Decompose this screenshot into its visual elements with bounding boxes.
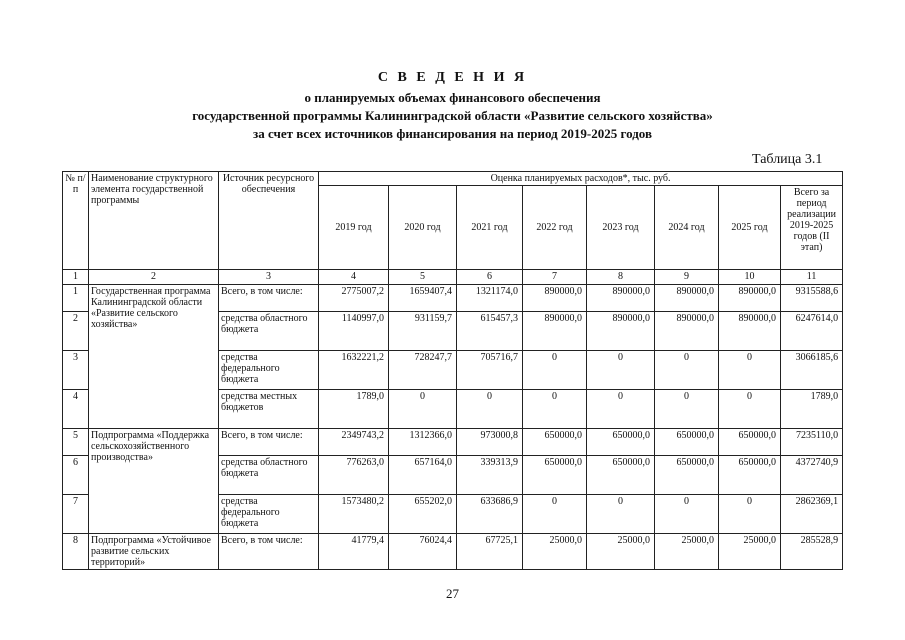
col-number: 8 [587,270,655,285]
doc-title: С В Е Д Е Н И Я [377,70,528,85]
table-row [63,534,843,570]
table-label: Таблица 3.1 [752,152,823,167]
col-number: 5 [389,270,457,285]
col-header-year: 2020 год [389,186,457,270]
col-header-source: Источник ресурсного обеспечения [219,172,319,270]
element-name: Подпрограмма «Устойчивое развитие сельских территорий» [89,534,219,570]
year-value: 67725,1 [457,534,523,570]
total-value: 3066185,6 [781,351,843,390]
year-value: 2349743,2 [319,429,389,456]
year-value: 0 [523,495,587,534]
year-value: 650000,0 [655,456,719,495]
year-value: 890000,0 [719,285,781,312]
col-header-year: 2023 год [587,186,655,270]
col-number: 6 [457,270,523,285]
year-value: 776263,0 [319,456,389,495]
table-row [63,285,843,312]
col-header-year: 2019 год [319,186,389,270]
doc-subtitle-line2: государственной программы Калининградской области «Развитие сельского хозяйства» [192,108,713,123]
col-header-year: 2024 год [655,186,719,270]
col-header-year: 2025 год [719,186,781,270]
year-value: 650000,0 [523,456,587,495]
year-value: 931159,7 [389,312,457,351]
total-value: 7235110,0 [781,429,843,456]
col-header-total: Всего за период реализации 2019-2025 годов (II этап) [781,186,843,270]
col-header-num: № п/п [63,172,89,270]
element-name: Подпрограмма «Поддержка сельскохозяйственного производства» [89,429,219,534]
col-number: 1 [63,270,89,285]
doc-subtitle-line3: за счет всех источников финансирования на период 2019-2025 годов [253,126,652,141]
year-value: 615457,3 [457,312,523,351]
year-value: 1659407,4 [389,285,457,312]
year-value: 76024,4 [389,534,457,570]
year-value: 650000,0 [587,456,655,495]
year-value: 1140997,0 [319,312,389,351]
year-value: 0 [655,495,719,534]
year-value: 890000,0 [523,312,587,351]
col-header-estimate: Оценка планируемых расходов*, тыс. руб. [319,172,843,186]
year-value: 0 [587,351,655,390]
funding-source: средства областного бюджета [219,312,319,351]
table-row [63,429,843,456]
year-value: 650000,0 [523,429,587,456]
year-value: 1312366,0 [389,429,457,456]
year-value: 25000,0 [587,534,655,570]
year-value: 0 [587,495,655,534]
year-value: 0 [719,390,781,429]
doc-subtitle-line1: о планируемых объемах финансового обеспечения [304,90,601,105]
year-value: 890000,0 [587,312,655,351]
year-value: 655202,0 [389,495,457,534]
total-value: 2862369,1 [781,495,843,534]
year-value: 705716,7 [457,351,523,390]
year-value: 0 [389,390,457,429]
col-header-year: 2022 год [523,186,587,270]
year-value: 890000,0 [655,312,719,351]
year-value: 633686,9 [457,495,523,534]
total-value: 1789,0 [781,390,843,429]
column-number-row [63,270,843,285]
col-number: 10 [719,270,781,285]
funding-table [62,171,843,570]
total-value: 4372740,9 [781,456,843,495]
funding-source: средства федерального бюджета [219,351,319,390]
total-value: 6247614,0 [781,312,843,351]
year-value: 657164,0 [389,456,457,495]
total-value: 9315588,6 [781,285,843,312]
year-value: 0 [719,495,781,534]
year-value: 41779,4 [319,534,389,570]
year-value: 890000,0 [587,285,655,312]
year-value: 0 [523,390,587,429]
year-value: 0 [719,351,781,390]
col-header-name: Наименование структурного элемента государственной программы [89,172,219,270]
year-value: 650000,0 [719,456,781,495]
col-number: 11 [781,270,843,285]
row-number: 4 [63,390,89,429]
year-value: 339313,9 [457,456,523,495]
col-number: 2 [89,270,219,285]
row-number: 1 [63,285,89,312]
year-value: 650000,0 [655,429,719,456]
year-value: 0 [457,390,523,429]
header-row-1 [63,172,843,186]
row-number: 8 [63,534,89,570]
total-value: 285528,9 [781,534,843,570]
year-value: 650000,0 [587,429,655,456]
funding-source: средства федерального бюджета [219,495,319,534]
year-value: 2775007,2 [319,285,389,312]
year-value: 0 [523,351,587,390]
year-value: 890000,0 [655,285,719,312]
row-number: 5 [63,429,89,456]
funding-source: Всего, в том числе: [219,285,319,312]
year-value: 0 [655,390,719,429]
row-number: 6 [63,456,89,495]
col-number: 9 [655,270,719,285]
row-number: 2 [63,312,89,351]
year-value: 0 [587,390,655,429]
year-value: 1789,0 [319,390,389,429]
col-header-year: 2021 год [457,186,523,270]
year-value: 25000,0 [655,534,719,570]
page-number: 27 [446,586,459,601]
col-number: 3 [219,270,319,285]
row-number: 3 [63,351,89,390]
year-value: 1321174,0 [457,285,523,312]
funding-source: Всего, в том числе: [219,429,319,456]
year-value: 650000,0 [719,429,781,456]
year-value: 25000,0 [523,534,587,570]
row-number: 7 [63,495,89,534]
year-value: 1573480,2 [319,495,389,534]
col-number: 7 [523,270,587,285]
element-name: Государственная программа Калининградской области «Развитие сельского хозяйства» [89,285,219,429]
funding-source: Всего, в том числе: [219,534,319,570]
year-value: 1632221,2 [319,351,389,390]
funding-source: средства областного бюджета [219,456,319,495]
year-value: 890000,0 [523,285,587,312]
year-value: 890000,0 [719,312,781,351]
year-value: 0 [655,351,719,390]
year-value: 25000,0 [719,534,781,570]
funding-source: средства местных бюджетов [219,390,319,429]
col-number: 4 [319,270,389,285]
year-value: 973000,8 [457,429,523,456]
year-value: 728247,7 [389,351,457,390]
